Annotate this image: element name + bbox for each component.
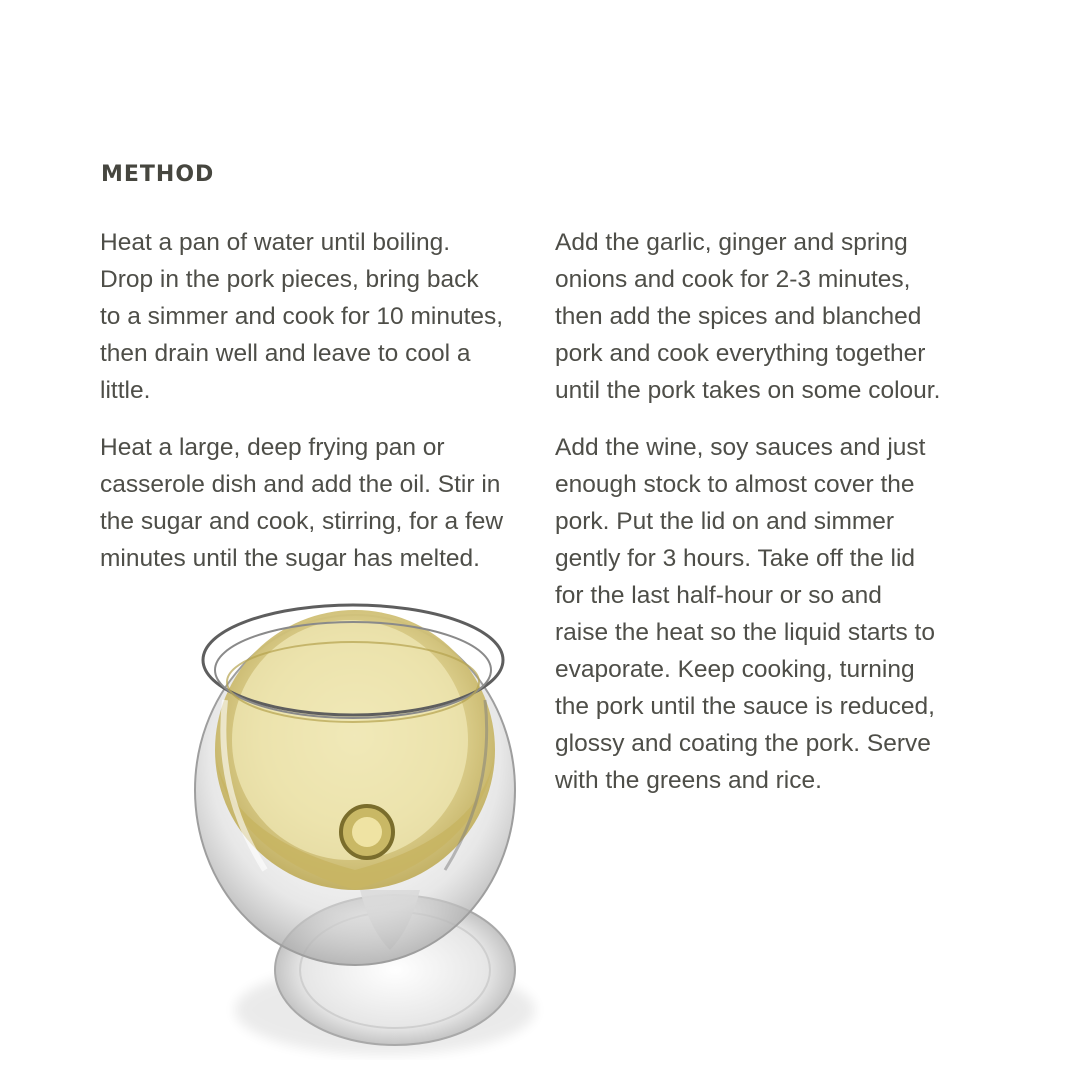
wine-glass-image xyxy=(185,590,545,1060)
method-left-column xyxy=(100,224,540,597)
method-step-4: Add the wine, soy sauces and just enough stock to almost cover the pork. Put the lid on and simmer gently for 3 hours. Take off the lid for the last half-hour or so and raise the heat so the liquid starts to evaporate. Keep cooking, turning the pork until the sauce is reduced, glossy and coating the pork. Serve with the greens and rice. xyxy=(555,434,935,794)
method-step-1: Heat a pan of water until boiling. Drop in the pork pieces, bring back to a simmer and cook for 10 minutes, then drain well and leave to cool a little. xyxy=(100,229,504,404)
method-right-column xyxy=(555,224,995,819)
method-step-3: Add the garlic, ginger and spring onions and cook for 2-3 minutes, then add the spices and blanched pork and cook everything together until the pork takes on some colour. xyxy=(555,229,941,404)
method-heading: METHOD xyxy=(101,162,215,187)
method-step-2: Heat a large, deep frying pan or casserole dish and add the oil. Stir in the sugar and cook, stirring, for a few minutes until the sugar has melted. xyxy=(100,434,504,572)
